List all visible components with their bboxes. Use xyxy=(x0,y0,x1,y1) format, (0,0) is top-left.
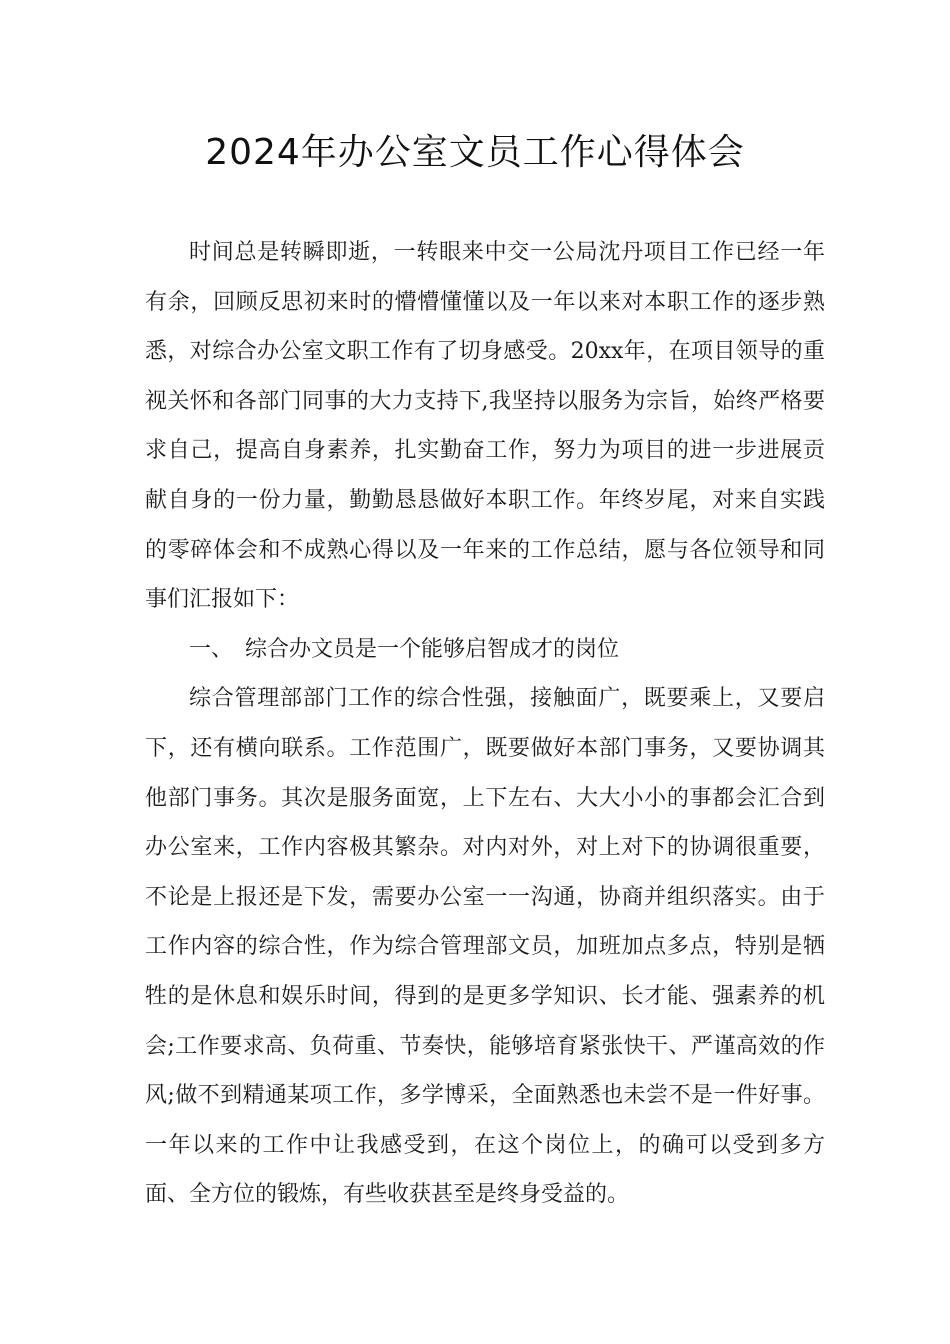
document-body xyxy=(145,228,825,1220)
section-heading xyxy=(145,625,825,675)
section-heading-text: 综合办文员是一个能够启智成才的岗位 xyxy=(245,636,620,662)
section-heading-number: 一、 xyxy=(189,636,234,662)
document-title: 2024年办公室文员工作心得体会 xyxy=(205,132,745,173)
section-paragraph: 综合管理部部门工作的综合性强，接触面广，既要乘上，又要启下，还有横向联系。工作范围广，既要做好本部门事务，又要协调其他部门事务。其次是服务面宽，上下左右、大大小小的事都会汇合到办公室来，工作内容极其繁杂。对内对外，对上对下的协调很重要，不论是上报还是下发，需要办公室一一沟通，协商并组织落实。由于工作内容的综合性，作为综合管理部文员，加班加点多点，特别是牺牲的是休息和娱乐时间，得到的是更多学知识、长才能、强素养的机会;工作要求高、负荷重、节奏快，能够培育紧张快干、严谨高效的作风;做不到精通某项工作，多学博采，全面熟悉也未尝不是一件好事。一年以来的工作中让我感受到，在这个岗位上，的确可以受到多方面、全方位的锻炼，有些收获甚至是终身受益的。 xyxy=(145,686,825,1208)
intro-paragraph: 时间总是转瞬即逝，一转眼来中交一公局沈丹项目工作已经一年有余，回顾反思初来时的懵懵懂懂以及一年以来对本职工作的逐步熟悉，对综合办公室文职工作有了切身感受。20xx年，在项目领导的重视关怀和各部门同事的大力支持下,我坚持以服务为宗旨，始终严格要求自己，提高自身素养，扎实勤奋工作，努力为项目的进一步进展贡献自身的一份力量，勤勤恳恳做好本职工作。年终岁尾，对来自实践的零碎体会和不成熟心得以及一年来的工作总结，愿与各位领导和同事们汇报如下： xyxy=(145,240,825,613)
